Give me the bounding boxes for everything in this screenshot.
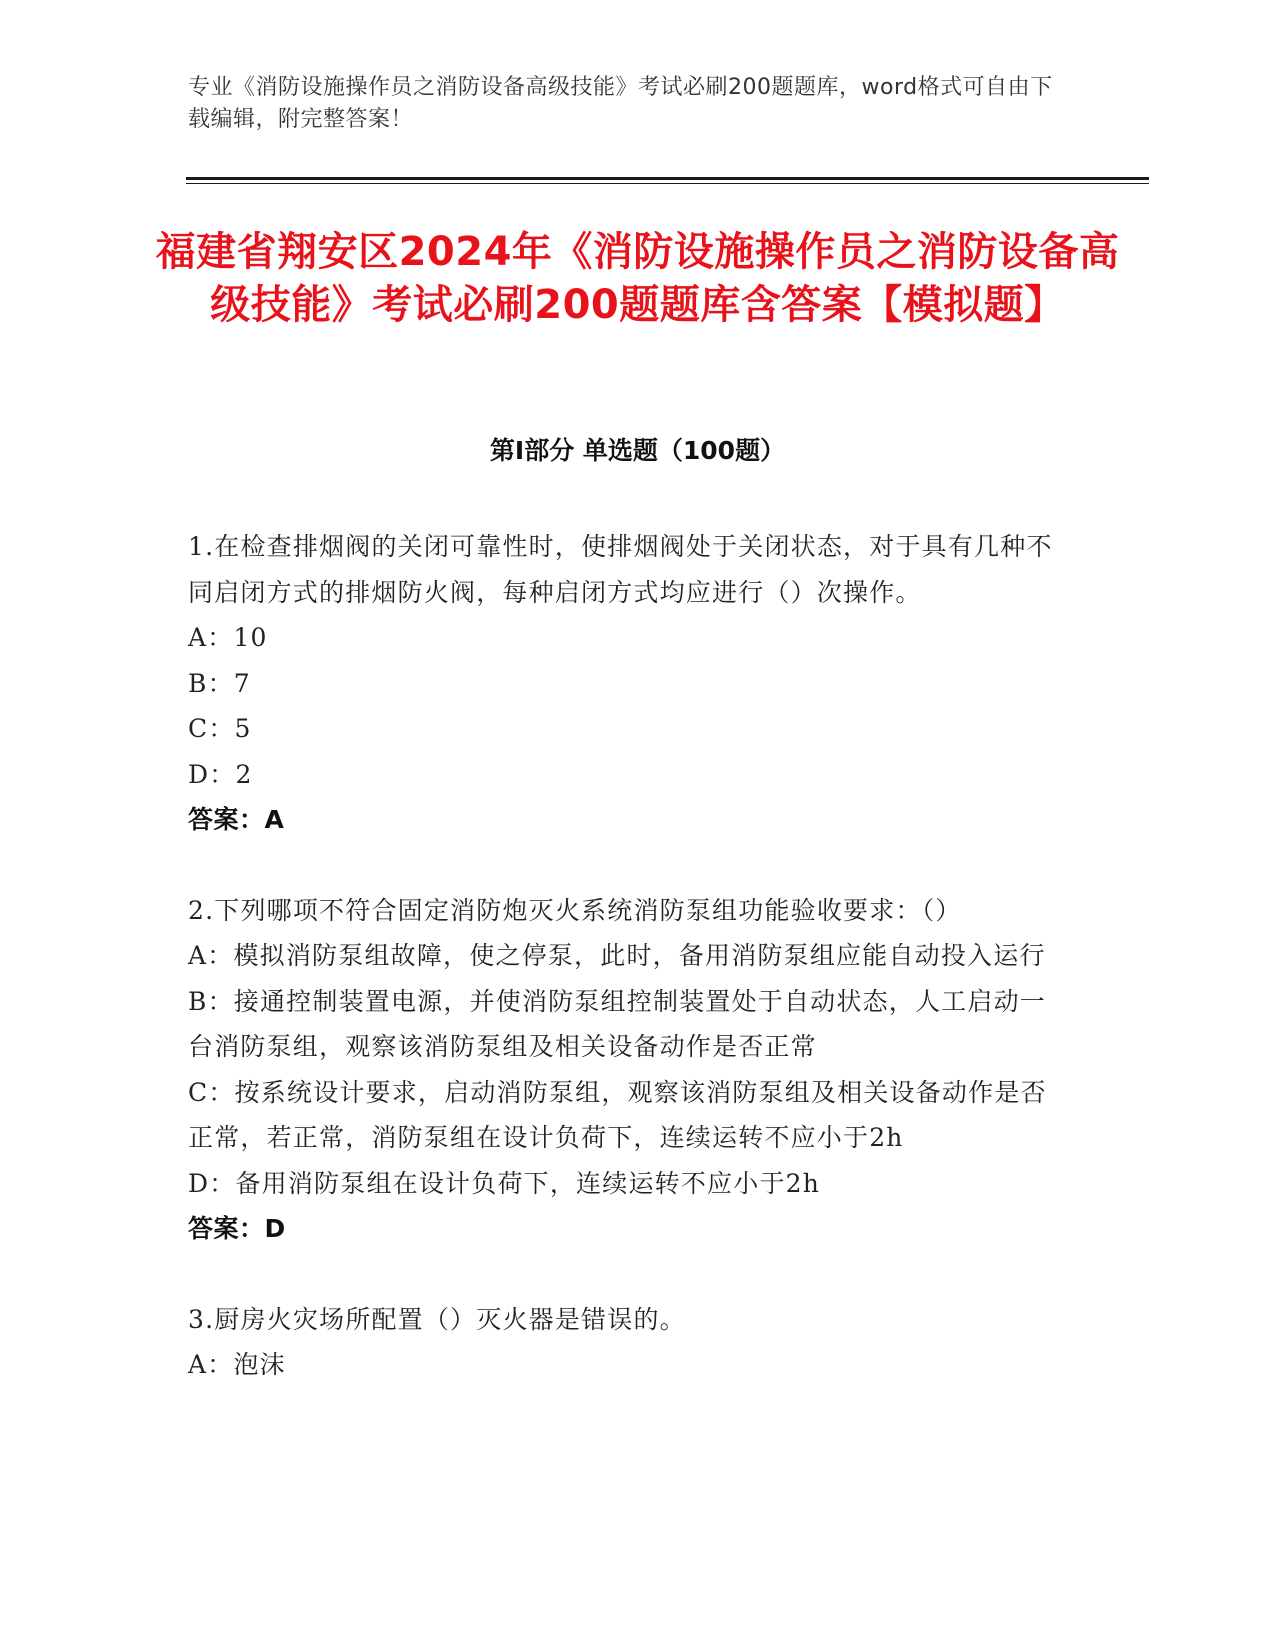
question-stem: 3.厨房火灾场所配置（）灭火器是错误的。 xyxy=(188,1304,686,1334)
question-2 xyxy=(188,888,1068,1252)
header-divider-thin xyxy=(186,183,1149,184)
question-1 xyxy=(188,524,1068,843)
section-title: 第Ⅰ部分 单选题（100题） xyxy=(489,436,786,465)
header-note: 专业《消防设施操作员之消防设备高级技能》考试必刷200题题库，word格式可自由下载编辑，附完整答案！ xyxy=(188,75,1053,132)
answer-text: 答案：A xyxy=(188,805,285,834)
option-a: A：10 xyxy=(188,623,268,652)
question-3 xyxy=(188,1297,1068,1388)
option-c: C：按系统设计要求，启动消防泵组，观察该消防泵组及相关设备动作是否正常，若正常，消防泵组在设计负荷下，连续运转不应小于2h xyxy=(188,1077,1047,1152)
option-c: C：5 xyxy=(188,714,252,743)
option-a: A：泡沫 xyxy=(188,1350,286,1379)
option-d: D：备用消防泵组在设计负荷下，连续运转不应小于2h xyxy=(188,1168,821,1198)
option-b: B：接通控制装置电源，并使消防泵组控制装置处于自动状态，人工启动一台消防泵组，观察该消防泵组及相关设备动作是否正常 xyxy=(188,986,1046,1061)
question-stem: 1.在检查排烟阀的关闭可靠性时，使排烟阀处于关闭状态，对于具有几种不同启闭方式的排烟防火阀，每种启闭方式均应进行（）次操作。 xyxy=(188,532,1053,607)
question-stem: 2.下列哪项不符合固定消防炮灭火系统消防泵组功能验收要求：（） xyxy=(188,895,962,925)
question-list xyxy=(188,524,1068,1433)
option-a: A：模拟消防泵组故障，使之停泵，此时，备用消防泵组应能自动投入运行 xyxy=(188,941,1046,970)
answer-text: 答案：D xyxy=(188,1214,286,1243)
header-divider-thick xyxy=(186,177,1149,180)
option-b: B：7 xyxy=(188,668,251,698)
option-d: D：2 xyxy=(188,759,253,789)
document-title: 福建省翔安区2024年《消防设施操作员之消防设备高级技能》考试必刷200题题库含答案【模拟题】 xyxy=(155,229,1120,328)
